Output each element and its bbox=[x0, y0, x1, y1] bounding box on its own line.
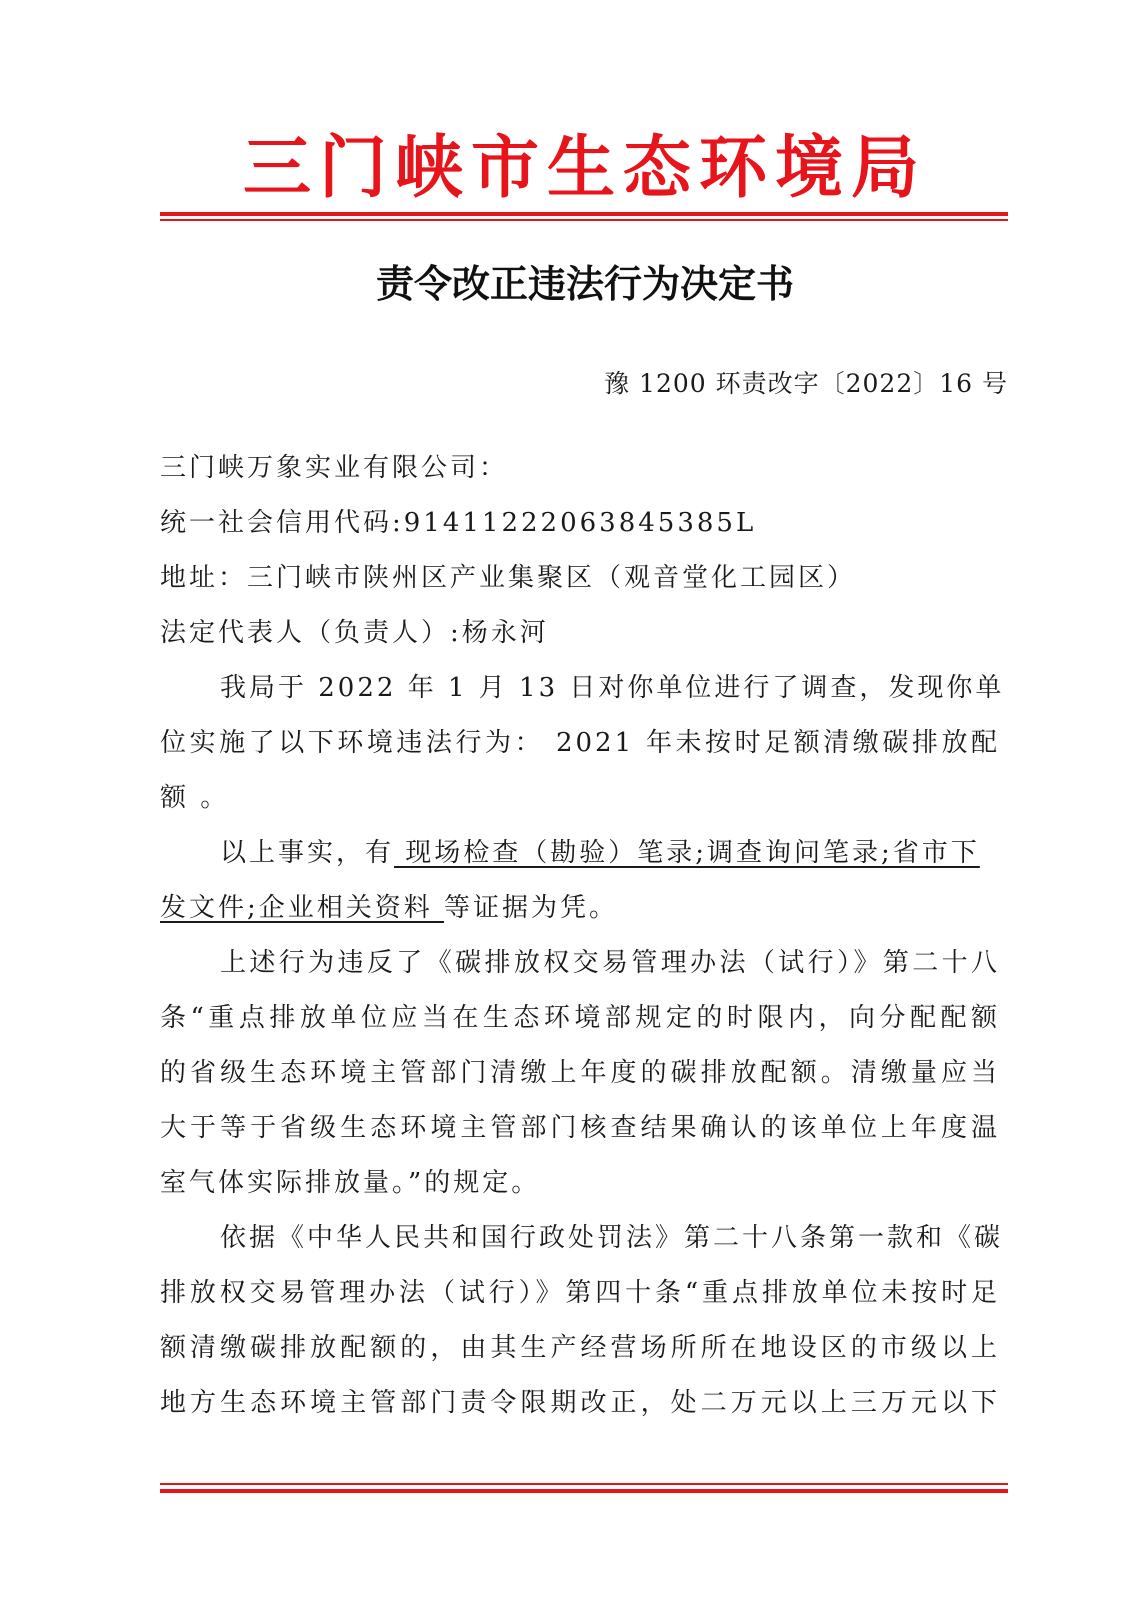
recipient-name: 三门峡万象实业有限公司： bbox=[160, 453, 509, 483]
paragraph-1-line-3: 额 。 bbox=[160, 783, 230, 813]
document-number: 豫 1200 环责改字〔2022〕16 号 bbox=[604, 369, 1008, 398]
paragraph-4-line-1: 依据《中华人民共和国行政处罚法》第二十八条第一款和《碳 bbox=[220, 1223, 1004, 1253]
paragraph-1-line-2: 位实施了以下环境违法行为： 2021 年未按时足额清缴碳排放配 bbox=[160, 728, 1000, 758]
letterhead-rule-thick bbox=[160, 212, 1008, 216]
paragraph-1-line-1: 我局于 2022 年 1 月 13 日对你单位进行了调查，发现你单 bbox=[220, 673, 1005, 703]
document-title: 责令改正违法行为决定书 bbox=[375, 261, 794, 306]
paragraph-3-line-5: 室气体实际排放量。”的规定。 bbox=[160, 1168, 541, 1198]
evidence-outro: 等证据为凭。 bbox=[444, 893, 619, 923]
paragraph-3-line-2: 条“重点排放单位应当在生态环境部规定的时限内，向分配配额 bbox=[160, 1003, 1000, 1033]
paragraph-4-line-2: 排放权交易管理办法（试行）》第四十条“重点排放单位未按时足 bbox=[160, 1278, 1000, 1308]
paragraph-4-line-3: 额清缴碳排放配额的，由其生产经营场所所在地设区的市级以上 bbox=[160, 1333, 1000, 1363]
evidence-list-underlined-cont: 发文件;企业相关资料 bbox=[160, 893, 445, 923]
footer-rule-thick bbox=[160, 1489, 1008, 1493]
footer-rule-thin bbox=[160, 1483, 1008, 1485]
paragraph-3-line-4: 大于等于省级生态环境主管部门核查结果确认的该单位上年度温 bbox=[160, 1113, 1000, 1143]
paragraph-4-line-4: 地方生态环境主管部门责令限期改正，处二万元以上三万元以下 bbox=[160, 1388, 1000, 1418]
evidence-list-underlined: 现场检查（勘验）笔录;调查询问笔录;省市下 bbox=[394, 838, 980, 868]
evidence-intro: 以上事实，有 bbox=[220, 838, 395, 868]
credit-code: 统一社会信用代码:91411222063845385L bbox=[160, 508, 757, 538]
paragraph-2-line-1 bbox=[220, 835, 1010, 871]
legal-representative: 法定代表人（负责人）:杨永河 bbox=[160, 618, 549, 648]
paragraph-2-line-2 bbox=[160, 890, 1010, 926]
letterhead-rule-thin bbox=[160, 219, 1008, 221]
letterhead-agency-name: 三门峡市生态环境局 bbox=[242, 128, 927, 208]
paragraph-3-line-1: 上述行为违反了《碳排放权交易管理办法（试行）》第二十八 bbox=[220, 948, 1000, 978]
recipient-address: 地址：三门峡市陕州区产业集聚区（观音堂化工园区） bbox=[160, 563, 857, 593]
paragraph-3-line-3: 的省级生态环境主管部门清缴上年度的碳排放配额。清缴量应当 bbox=[160, 1058, 1000, 1088]
